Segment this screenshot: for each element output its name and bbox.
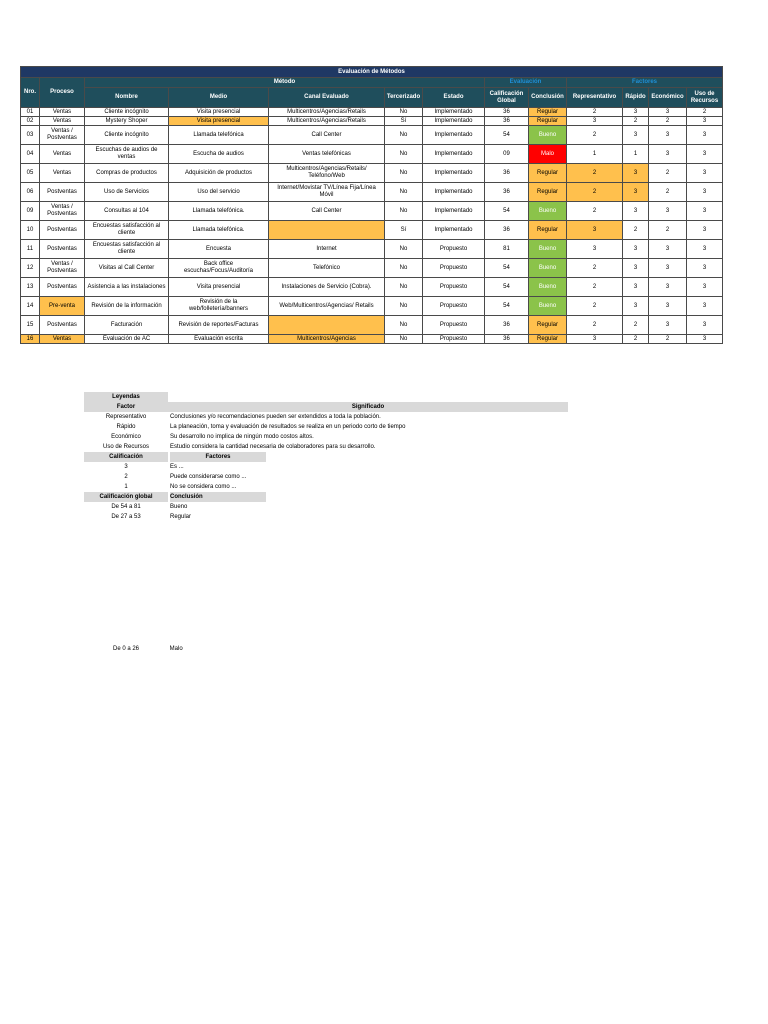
legend-factor-key: Económico: [111, 434, 141, 440]
cell-nombre: Consultas al 104: [85, 202, 169, 221]
cell-representativo: 2: [567, 164, 623, 183]
header-calificacion: Calificación Global: [485, 88, 529, 108]
table-row: [21, 202, 723, 221]
cell-economico: 3: [649, 126, 687, 145]
legend-calificacion-value: Es ...: [170, 464, 184, 470]
cell-uso: 3: [687, 126, 723, 145]
cell-estado: Propuesto: [423, 278, 485, 297]
cell-nombre: Cliente incógnito: [85, 108, 169, 117]
cell-canal: Telefónico: [269, 259, 385, 278]
cell-conclusion: Regular: [529, 335, 567, 344]
cell-nombre: Uso de Servicios: [85, 183, 169, 202]
cell-rapido: 2: [623, 316, 649, 335]
cell-conclusion: Regular: [529, 316, 567, 335]
cell-medio: Visita presencial: [169, 117, 269, 126]
legend-global-value: Regular: [170, 514, 192, 520]
cell-uso: 3: [687, 240, 723, 259]
cell-estado: Implementado: [423, 202, 485, 221]
header-estado: Estado: [423, 88, 485, 108]
cell-calificacion: 36: [485, 335, 529, 344]
cell-calificacion: 36: [485, 316, 529, 335]
cell-estado: Implementado: [423, 126, 485, 145]
cell-proceso: Ventas: [40, 117, 85, 126]
cell-uso: 3: [687, 202, 723, 221]
cell-canal: [269, 221, 385, 240]
header-medio: Medio: [169, 88, 269, 108]
cell-proceso: Postventas: [40, 278, 85, 297]
cell-uso: 3: [687, 183, 723, 202]
cell-medio: Adquisición de productos: [169, 164, 269, 183]
cell-nro: 06: [21, 183, 40, 202]
cell-rapido: 2: [623, 221, 649, 240]
cell-nro: 03: [21, 126, 40, 145]
cell-uso: 3: [687, 221, 723, 240]
cell-nro: 01: [21, 108, 40, 117]
cell-nro: 04: [21, 145, 40, 164]
cell-estado: Propuesto: [423, 297, 485, 316]
cell-canal: Call Center: [269, 202, 385, 221]
legend-global-key: De 54 a 81: [111, 504, 141, 510]
cell-conclusion: Bueno: [529, 278, 567, 297]
cell-rapido: 3: [623, 297, 649, 316]
cell-estado: Propuesto: [423, 240, 485, 259]
cell-economico: 3: [649, 145, 687, 164]
cell-conclusion: Bueno: [529, 297, 567, 316]
cell-economico: 2: [649, 221, 687, 240]
cell-conclusion: Bueno: [529, 126, 567, 145]
cell-medio: Uso del servicio: [169, 183, 269, 202]
cell-uso: 3: [687, 278, 723, 297]
cell-nombre: Compras de productos: [85, 164, 169, 183]
legend-factor-header: Factor: [84, 402, 168, 412]
methods-table: [20, 66, 723, 344]
cell-conclusion: Regular: [529, 221, 567, 240]
cell-calificacion: 36: [485, 221, 529, 240]
legend-conclusion-header: Conclusión: [170, 492, 266, 502]
cell-calificacion: 54: [485, 278, 529, 297]
table-row: [21, 164, 723, 183]
cell-rapido: 3: [623, 278, 649, 297]
cell-estado: Implementado: [423, 164, 485, 183]
cell-representativo: 3: [567, 221, 623, 240]
legend-factor-value: Conclusiones y/o recomendaciones pueden ser extendidos a toda la población.: [170, 414, 381, 420]
cell-calificacion: 09: [485, 145, 529, 164]
cell-representativo: 2: [567, 316, 623, 335]
table-title: Evaluación de Métodos: [21, 67, 723, 78]
cell-economico: 3: [649, 316, 687, 335]
legend-table: [84, 392, 568, 522]
cell-canal: Multicentros/Agencias/Retails: [269, 108, 385, 117]
cell-representativo: 2: [567, 126, 623, 145]
table-row: [21, 316, 723, 335]
cell-representativo: 3: [567, 117, 623, 126]
legend-factor-key: Uso de Recursos: [102, 444, 150, 450]
cell-nombre: Evaluación de AC: [85, 335, 169, 344]
cell-proceso: Pre-venta: [40, 297, 85, 316]
cell-conclusion: Regular: [529, 164, 567, 183]
cell-tercerizado: No: [385, 335, 423, 344]
cell-uso: 3: [687, 297, 723, 316]
cell-proceso: Postventas: [40, 221, 85, 240]
cell-rapido: 2: [623, 117, 649, 126]
cell-nombre: Cliente incógnito: [85, 126, 169, 145]
cell-medio: Back office escuchas/Focus/Auditoría: [169, 259, 269, 278]
header-proceso: Proceso: [40, 78, 85, 108]
cell-economico: 3: [649, 259, 687, 278]
cell-proceso: Postventas: [40, 316, 85, 335]
cell-tercerizado: No: [385, 126, 423, 145]
cell-conclusion: Regular: [529, 183, 567, 202]
legend-global-value: Bueno: [170, 504, 188, 510]
cell-nombre: Encuestas satisfacción al cliente: [85, 221, 169, 240]
legend-factor-key: Representativo: [105, 414, 147, 420]
cell-economico: 3: [649, 240, 687, 259]
legend-calificacion-key: 2: [124, 474, 128, 480]
cell-rapido: 3: [623, 259, 649, 278]
cell-rapido: 1: [623, 145, 649, 164]
cell-economico: 2: [649, 164, 687, 183]
legend-factor-value: Estudio considera la cantidad necesaria de colaboradores para su desarrollo.: [170, 444, 376, 450]
cell-estado: Implementado: [423, 145, 485, 164]
cell-medio: Llamada telefónica: [169, 126, 269, 145]
cell-economico: 2: [649, 183, 687, 202]
cell-nombre: Visitas al Call Center: [85, 259, 169, 278]
cell-economico: 3: [649, 297, 687, 316]
legend-calificacion-key: 1: [124, 484, 128, 490]
cell-estado: Propuesto: [423, 316, 485, 335]
cell-representativo: 2: [567, 202, 623, 221]
legend-significado-header: Significado: [168, 402, 568, 412]
cell-tercerizado: Sí: [385, 221, 423, 240]
cell-nombre: Mystery Shoper: [85, 117, 169, 126]
cell-proceso: Ventas: [40, 145, 85, 164]
cell-tercerizado: No: [385, 164, 423, 183]
cell-representativo: 2: [567, 297, 623, 316]
header-representativo: Representativo: [567, 88, 623, 108]
cell-rapido: 2: [623, 335, 649, 344]
cell-proceso: Ventas / Postventas: [40, 259, 85, 278]
header-conclusion: Conclusión: [529, 88, 567, 108]
cell-conclusion: Bueno: [529, 240, 567, 259]
cell-canal: Multicentros/Agencias/Retails: [269, 117, 385, 126]
cell-canal: Instalaciones de Servicio (Cobra).: [269, 278, 385, 297]
cell-estado: Implementado: [423, 221, 485, 240]
cell-proceso: Ventas / Postventas: [40, 202, 85, 221]
group-metodo: Método: [85, 78, 485, 88]
legend-global-header: Calificación global: [84, 492, 168, 502]
legend-factores-header: Factores: [170, 452, 266, 462]
table-row: [21, 335, 723, 344]
cell-canal: Internet/Movistar TV/Línea Fija/Línea Móvil: [269, 183, 385, 202]
cell-proceso: Postventas: [40, 240, 85, 259]
cell-calificacion: 54: [485, 202, 529, 221]
cell-conclusion: Regular: [529, 117, 567, 126]
cell-representativo: 2: [567, 278, 623, 297]
cell-tercerizado: No: [385, 259, 423, 278]
cell-tercerizado: No: [385, 316, 423, 335]
cell-representativo: 2: [567, 183, 623, 202]
cell-canal: Multicentros/Agencias/Retails/ Teléfono/Web: [269, 164, 385, 183]
cell-medio: Revisión de la web/folletería/banners: [169, 297, 269, 316]
cell-nombre: Facturación: [85, 316, 169, 335]
legend-factor-value: Su desarrollo no implica de ningún modo costos altos.: [170, 434, 314, 440]
cell-rapido: 3: [623, 164, 649, 183]
cell-estado: Implementado: [423, 117, 485, 126]
table-row: [21, 126, 723, 145]
cell-medio: Visita presencial: [169, 278, 269, 297]
table-row: [21, 278, 723, 297]
cell-representativo: 2: [567, 108, 623, 117]
cell-nro: 14: [21, 297, 40, 316]
cell-tercerizado: No: [385, 108, 423, 117]
cell-medio: Evaluación escrita: [169, 335, 269, 344]
cell-nombre: Escuchas de audios de ventas: [85, 145, 169, 164]
cell-nro: 11: [21, 240, 40, 259]
cell-conclusion: Bueno: [529, 259, 567, 278]
table-row: [21, 259, 723, 278]
cell-canal: Web/Multicentros/Agencias/ Retails: [269, 297, 385, 316]
cell-nombre: Asistencia a las instalaciones: [85, 278, 169, 297]
cell-rapido: 3: [623, 183, 649, 202]
cell-medio: Revisión de reportes/Facturas: [169, 316, 269, 335]
cell-calificacion: 36: [485, 164, 529, 183]
cell-economico: 2: [649, 335, 687, 344]
cell-tercerizado: No: [385, 278, 423, 297]
cell-medio: Escucha de audios: [169, 145, 269, 164]
cell-rapido: 3: [623, 108, 649, 117]
cell-calificacion: 36: [485, 183, 529, 202]
cell-uso: 3: [687, 335, 723, 344]
cell-tercerizado: Sí: [385, 117, 423, 126]
cell-nro: 16: [21, 335, 40, 344]
cell-calificacion: 36: [485, 108, 529, 117]
cell-medio: Llamada telefónica.: [169, 221, 269, 240]
cell-proceso: Ventas / Postventas: [40, 126, 85, 145]
cell-calificacion: 81: [485, 240, 529, 259]
legend-factor-value: La planeación, toma y evaluación de resultados se realiza en un periodo corto de tiempo: [170, 424, 406, 430]
cell-nombre: Revisión de la información: [85, 297, 169, 316]
legend-global-key: De 0 a 26: [112, 646, 140, 652]
cell-uso: 3: [687, 316, 723, 335]
cell-representativo: 3: [567, 240, 623, 259]
cell-tercerizado: No: [385, 202, 423, 221]
legend-calificacion-value: No se considera como ...: [170, 484, 237, 490]
header-economico: Económico: [649, 88, 687, 108]
header-canal: Canal Evaluado: [269, 88, 385, 108]
cell-proceso: Ventas: [40, 335, 85, 344]
cell-nro: 15: [21, 316, 40, 335]
legend-global-value: Malo: [169, 646, 183, 652]
cell-proceso: Ventas: [40, 164, 85, 183]
cell-nro: 12: [21, 259, 40, 278]
cell-proceso: Ventas: [40, 108, 85, 117]
cell-canal: Ventas telefónicas: [269, 145, 385, 164]
cell-economico: 3: [649, 278, 687, 297]
group-evaluacion: Evaluación: [485, 78, 567, 88]
header-nro: Nro.: [21, 78, 40, 108]
cell-estado: Implementado: [423, 183, 485, 202]
cell-economico: 3: [649, 202, 687, 221]
cell-nro: 05: [21, 164, 40, 183]
cell-canal: Internet: [269, 240, 385, 259]
cell-nombre: Encuestas satisfacción al cliente: [85, 240, 169, 259]
cell-estado: Propuesto: [423, 335, 485, 344]
cell-proceso: Postventas: [40, 183, 85, 202]
cell-nro: 02: [21, 117, 40, 126]
cell-uso: 2: [687, 108, 723, 117]
cell-rapido: 3: [623, 202, 649, 221]
group-factores: Factores: [567, 78, 723, 88]
legend-calificacion-key: 3: [124, 464, 128, 470]
table-row: [21, 297, 723, 316]
cell-canal: Multicentros/Agencias: [269, 335, 385, 344]
cell-tercerizado: No: [385, 145, 423, 164]
cell-uso: 3: [687, 259, 723, 278]
cell-economico: 2: [649, 117, 687, 126]
cell-calificacion: 54: [485, 126, 529, 145]
cell-nro: 13: [21, 278, 40, 297]
cell-nro: 09: [21, 202, 40, 221]
table-row: [21, 108, 723, 117]
table-row: [21, 117, 723, 126]
legend-calificacion-value: Puede considerarse como ...: [170, 474, 247, 480]
legend-global-key: De 27 a 53: [111, 514, 141, 520]
cell-representativo: 2: [567, 259, 623, 278]
header-tercerizado: Tercerizado: [385, 88, 423, 108]
cell-uso: 3: [687, 117, 723, 126]
cell-medio: Visita presencial: [169, 108, 269, 117]
legend-factor-key: Rápido: [116, 424, 136, 430]
cell-uso: 3: [687, 145, 723, 164]
cell-tercerizado: No: [385, 183, 423, 202]
header-nombre: Nombre: [85, 88, 169, 108]
cell-calificacion: 54: [485, 259, 529, 278]
cell-canal: [269, 316, 385, 335]
table-row: [21, 145, 723, 164]
cell-conclusion: Regular: [529, 108, 567, 117]
cell-rapido: 3: [623, 126, 649, 145]
cell-conclusion: Malo: [529, 145, 567, 164]
cell-calificacion: 54: [485, 297, 529, 316]
cell-uso: 3: [687, 164, 723, 183]
legend-title: Leyendas: [84, 392, 168, 402]
cell-representativo: 1: [567, 145, 623, 164]
cell-medio: Encuesta: [169, 240, 269, 259]
cell-nro: 10: [21, 221, 40, 240]
cell-estado: Implementado: [423, 108, 485, 117]
cell-canal: Call Center: [269, 126, 385, 145]
cell-economico: 3: [649, 108, 687, 117]
header-rapido: Rápido: [623, 88, 649, 108]
cell-representativo: 3: [567, 335, 623, 344]
table-row: [21, 221, 723, 240]
table-row: [21, 183, 723, 202]
cell-medio: Llamada telefónica.: [169, 202, 269, 221]
cell-calificacion: 36: [485, 117, 529, 126]
table-row: [21, 240, 723, 259]
cell-rapido: 3: [623, 240, 649, 259]
legend-calificacion-header: Calificación: [84, 452, 168, 462]
header-uso: Uso de Recursos: [687, 88, 723, 108]
legend-malo-row: [84, 646, 183, 652]
cell-tercerizado: No: [385, 240, 423, 259]
cell-conclusion: Bueno: [529, 202, 567, 221]
cell-tercerizado: No: [385, 297, 423, 316]
cell-estado: Propuesto: [423, 259, 485, 278]
